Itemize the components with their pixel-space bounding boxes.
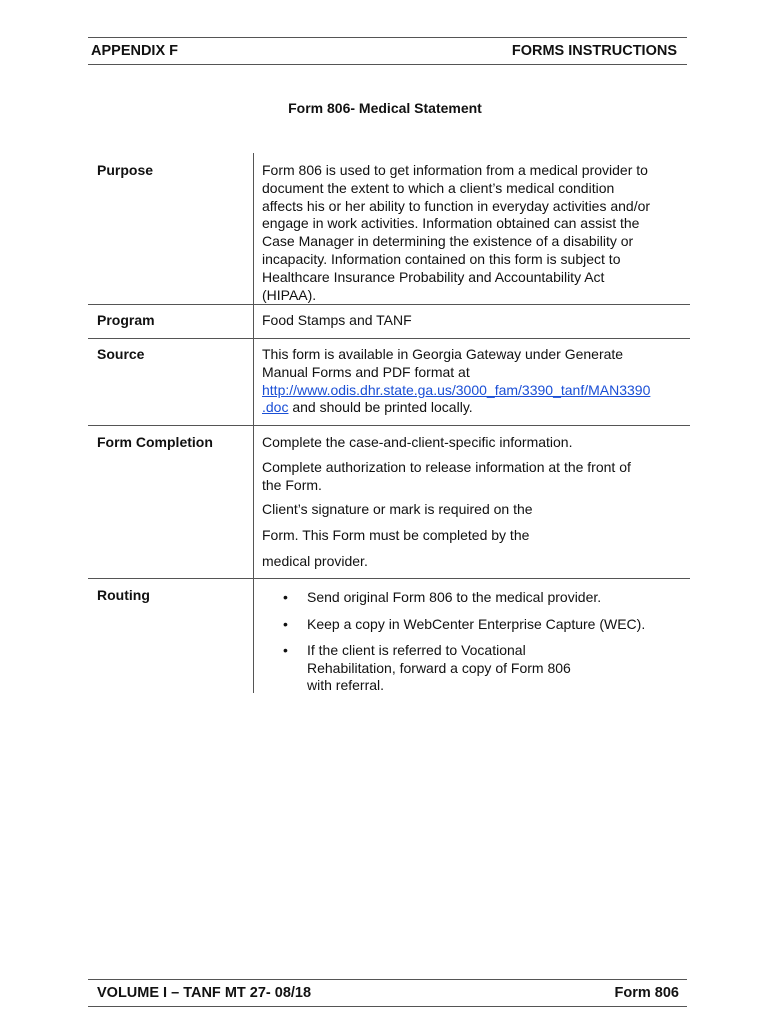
source-label: Source [97, 346, 145, 362]
completion-p4: Form. This Form must be completed by the [262, 527, 530, 544]
form-download-link-end[interactable]: .doc [262, 399, 289, 416]
routing-bullet-text: Keep a copy in WebCenter Enterprise Capture (WEC). [307, 616, 646, 632]
document-title: Form 806- Medical Statement [288, 100, 482, 116]
footer-form-number: Form 806 [614, 985, 679, 1001]
source-line: This form is available in Georgia Gateway under Generate [262, 346, 624, 362]
routing-bullet-item [283, 642, 683, 695]
purpose-line: affects his or her ability to function in everyday activities and/or [262, 197, 651, 214]
purpose-line: document the extent to which a client’s medical condition [262, 179, 615, 196]
bullet-icon: • [283, 642, 288, 658]
routing-bullet-item [283, 616, 683, 634]
form-completion-text [262, 434, 692, 571]
routing-bullet-line: Rehabilitation, forward a copy of Form 806 [307, 659, 571, 676]
column-divider [253, 153, 254, 693]
row-divider [88, 578, 690, 579]
completion-p3: Client’s signature or mark is required on the [262, 501, 533, 518]
form-completion-label: Form Completion [97, 434, 213, 450]
row-divider [88, 425, 690, 426]
row-divider [88, 338, 690, 339]
completion-p2-line1: Complete authorization to release information at the front of [262, 458, 631, 475]
routing-bullet-line: with referral. [307, 677, 385, 693]
source-line-end: and should be printed locally. [288, 399, 473, 416]
source-text [262, 346, 692, 417]
purpose-line: Form 806 is used to get information from a medical provider to [262, 162, 648, 178]
bullet-icon: • [283, 589, 288, 605]
routing-bullet-item [283, 589, 683, 607]
routing-bullet-line: If the client is referred to Vocational [307, 642, 526, 658]
footer-volume: VOLUME I – TANF MT 27- 08/18 [97, 985, 312, 1001]
header-appendix: APPENDIX F [91, 43, 179, 59]
purpose-line: Healthcare Insurance Probability and Accountability Act [262, 268, 605, 285]
row-divider [88, 304, 690, 305]
program-text: Food Stamps and TANF [262, 312, 412, 328]
page-header [88, 37, 687, 65]
form-download-link[interactable]: http://www.odis.dhr.state.ga.us/3000_fam/3390_tanf/MAN3390 [262, 381, 651, 398]
routing-bullet-text: Send original Form 806 to the medical provider. [307, 589, 602, 605]
routing-label: Routing [97, 587, 150, 603]
purpose-line: (HIPAA). [262, 286, 317, 303]
completion-p2-line2: the Form. [262, 476, 322, 493]
purpose-label: Purpose [97, 162, 154, 178]
header-section: FORMS INSTRUCTIONS [511, 43, 677, 59]
source-line: Manual Forms and PDF format at [262, 363, 470, 380]
purpose-line: engage in work activities. Information obtained can assist the [262, 215, 640, 232]
bullet-icon: • [283, 616, 288, 632]
purpose-text [262, 162, 692, 304]
program-label: Program [97, 312, 155, 328]
purpose-line: Case Manager in determining the existence of a disability or [262, 233, 634, 250]
page-footer [88, 979, 687, 1007]
completion-p5: medical provider. [262, 552, 368, 569]
completion-p1: Complete the case-and-client-specific information. [262, 434, 573, 450]
purpose-line: incapacity. Information contained on this form is subject to [262, 250, 621, 267]
